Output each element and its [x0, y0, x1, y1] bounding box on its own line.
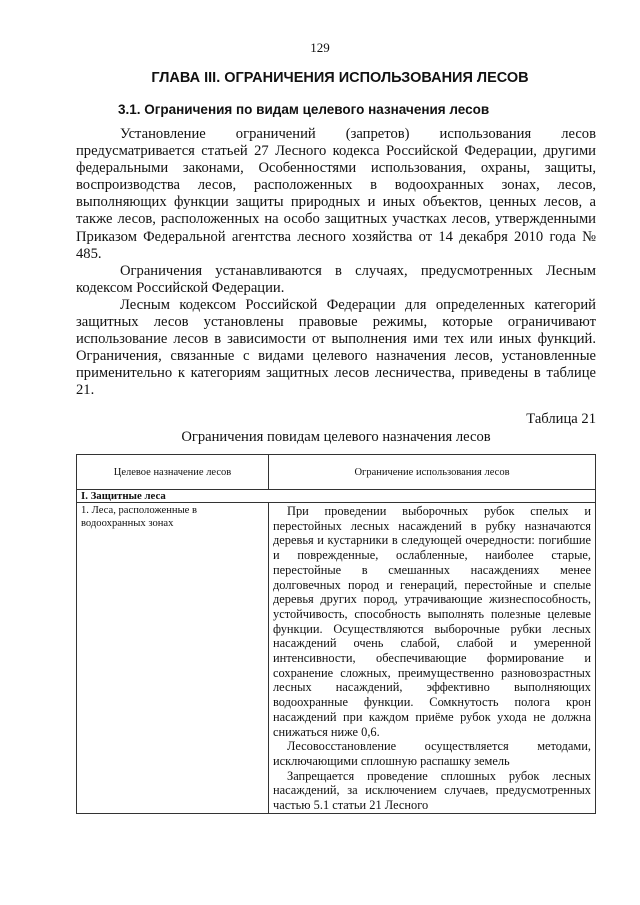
- restriction-paragraph: Запрещается проведение сплошных рубок лесных насаждений, за исключением случаев, предусмотренных частью 5.1 статьи 21 Лесного: [273, 768, 591, 813]
- restrictions-table: [76, 454, 596, 814]
- paragraph: Ограничения устанавливаются в случаях, предусмотренных Лесным кодексом Российской Федерации.: [76, 262, 596, 296]
- table-label: Таблица 21: [526, 411, 596, 427]
- chapter-title: ГЛАВА III. ОГРАНИЧЕНИЯ ИСПОЛЬЗОВАНИЯ ЛЕСОВ: [151, 70, 529, 86]
- category-cell: 1. Леса, расположенные в водоохранных зонах: [77, 503, 269, 814]
- column-header-restriction: Ограничение использования лесов: [269, 455, 596, 490]
- section-row-label: I. Защитные леса: [77, 490, 596, 503]
- column-header-purpose: Целевое назначение лесов: [77, 455, 269, 490]
- page-number: 129: [310, 40, 330, 55]
- section-title: 3.1. Ограничения по видам целевого назначения лесов: [118, 102, 490, 117]
- table-header-row: [77, 455, 596, 490]
- restriction-paragraph: При проведении выборочных рубок спелых и перестойных лесных насаждений в рубку назначаются деревья и кустарники в следующей очередности: погибшие и поврежденные, ослабленные, наиболее старые, перестойные в смешанных насаждениях менее долговечных пород и генераций, перестойные и спелые деревья других пород, утрачивающие жизнеспособность, устойчивость, способность выполнять полезные целевые функции. Осуществляются выборочные рубки лесных насаждений очень слабой, слабой и умеренной интенсивности, обеспечивающие формирование и сохранение сложных, преимущественно разновозрастных лесных насаждений, эффективно выполняющих водоохранные функции. Сомкнутость полога крон насаждений при каждом приёме рубок ухода не должна снижаться ниже 0,6.: [273, 504, 591, 739]
- paragraph: Лесным кодексом Российской Федерации для определенных категорий защитных лесов установлены правовые режимы, которые ограничивают использование лесов в зависимости от выполнения ими тех или иных функций. Ограничения, связанные с видами целевого назначения лесов, установленные применительно к категориям защитных лесов лесничества, приведены в таблице 21.: [76, 296, 596, 399]
- restriction-paragraph: Лесовосстановление осуществляется методами, исключающими сплошную распашку земель: [273, 739, 591, 768]
- table-caption: Ограничения повидам целевого назначения лесов: [181, 429, 491, 445]
- table-row: [77, 503, 596, 814]
- table-section-row: [77, 490, 596, 503]
- paragraph: Установление ограничений (запретов) использования лесов предусматривается статьей 27 Лесного кодекса Российской Федерации, другими федеральными законами, Особенностями использования, охраны, защиты, воспроизводства лесов, расположенных в водоохранных зонах, лесов, выполняющих функции защиты природных и иных объектов, ценных лесов, а также лесов, расположенных на особо защитных участках лесов, утвержденными Приказом Федеральной агентства лесного хозяйства от 14 декабря 2010 года № 485.: [76, 126, 596, 262]
- restriction-cell: [269, 503, 596, 814]
